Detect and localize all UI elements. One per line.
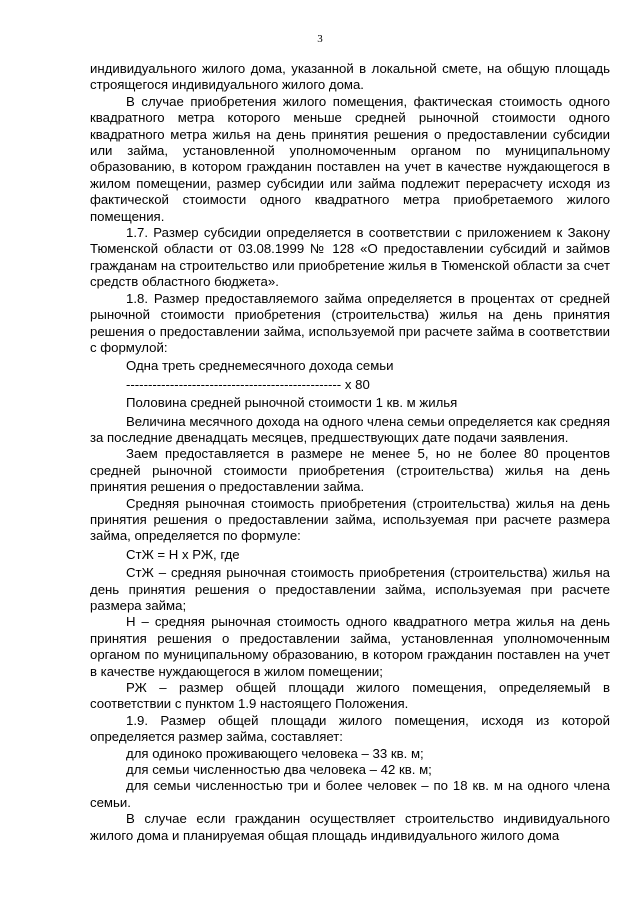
document-body	[90, 61, 610, 844]
paragraph-rzh-definition: РЖ – размер общей площади жилого помещения, определяемый в соответствии с пунктом 1.9 настоящего Положения.	[90, 680, 610, 712]
paragraph-individual-house: В случае если гражданин осуществляет строительство индивидуального жилого дома и планируемая общая площадь индивидуального жилого дома	[90, 811, 610, 843]
page-number: 3	[317, 33, 323, 45]
list-item-single-person: для одиноко проживающего человека – 33 кв. м;	[126, 745, 424, 761]
paragraph-average-market-cost: Средняя рыночная стоимость приобретения (строительства) жилья на день принятия решения о предоставлении займа, используемая при расчете размера займа, определяется по формуле:	[90, 495, 610, 544]
paragraph-monthly-income: Величина месячного дохода на одного члена семьи определяется как средняя за последние двенадцать месяцев, предшествующих дате подачи заявления.	[90, 413, 610, 445]
formula-numerator: Одна треть среднемесячного дохода семьи	[126, 358, 394, 374]
paragraph-1-8: 1.8. Размер предоставляемого займа определяется в процентах от средней рыночной стоимости приобретения (строительства) жилья на день принятия решения о предоставлении займа, используемой при расчете займа в соответствии с формулой:	[90, 290, 610, 355]
paragraph-1-7: 1.7. Размер субсидии определяется в соответствии с приложением к Закону Тюменской области от 03.08.1999 № 128 «О предоставлении субсидий и займов гражданам на строительство или приобретение жилья в Тюменской области за счет средств областного бюджета».	[90, 225, 610, 290]
list-item-three-or-more: для семьи численностью три и более человек – по 18 кв. м на одного члена семьи.	[90, 778, 610, 810]
paragraph-n-definition: Н – средняя рыночная стоимость одного квадратного метра жилья на день принятия решения о предоставлении займа, установленная уполномоченным органом по муниципальному образованию, в котором гражданин поставлен на учет в качестве нуждающегося в жилом помещении;	[90, 614, 610, 679]
formula-fraction-line: ------------------------------------------------- х 80	[126, 376, 370, 392]
formula-denominator: Половина средней рыночной стоимости 1 кв. м жилья	[126, 395, 458, 411]
list-item-two-persons: для семьи численностью два человека – 42 кв. м;	[126, 762, 432, 778]
paragraph-loan-limits: Заем предоставляется в размере не менее 5, но не более 80 процентов средней рыночной стоимости приобретения (строительства) жилья на день принятия решения о предоставлении займа.	[90, 446, 610, 495]
paragraph-1-9: 1.9. Размер общей площади жилого помещения, исходя из которой определяется размер займа, составляет:	[90, 712, 610, 745]
paragraph-price-recalculation: В случае приобретения жилого помещения, фактическая стоимость одного квадратного метра которого меньше средней рыночной стоимости одного квадратного метра жилья на день принятия решения о предоставлении субсидии или займа, установленной уполномоченным органом по муниципальному образованию, в котором гражданин поставлен на учет в качестве нуждающегося в жилом помещении, размер субсидии или займа подлежит перерасчету исходя из фактической стоимости одного квадратного метра приобретаемого жилого помещения.	[90, 93, 610, 224]
paragraph-stzh-definition: СтЖ – средняя рыночная стоимость приобретения (строительства) жилья на день принятия решения о предоставлении займа, используемая при расчете размера займа;	[90, 565, 610, 613]
paragraph-continuation: индивидуального жилого дома, указанной в локальной смете, на общую площадь строящегося индивидуального жилого дома.	[90, 61, 610, 93]
formula-stzh: СтЖ = Н х РЖ, где	[126, 546, 240, 562]
